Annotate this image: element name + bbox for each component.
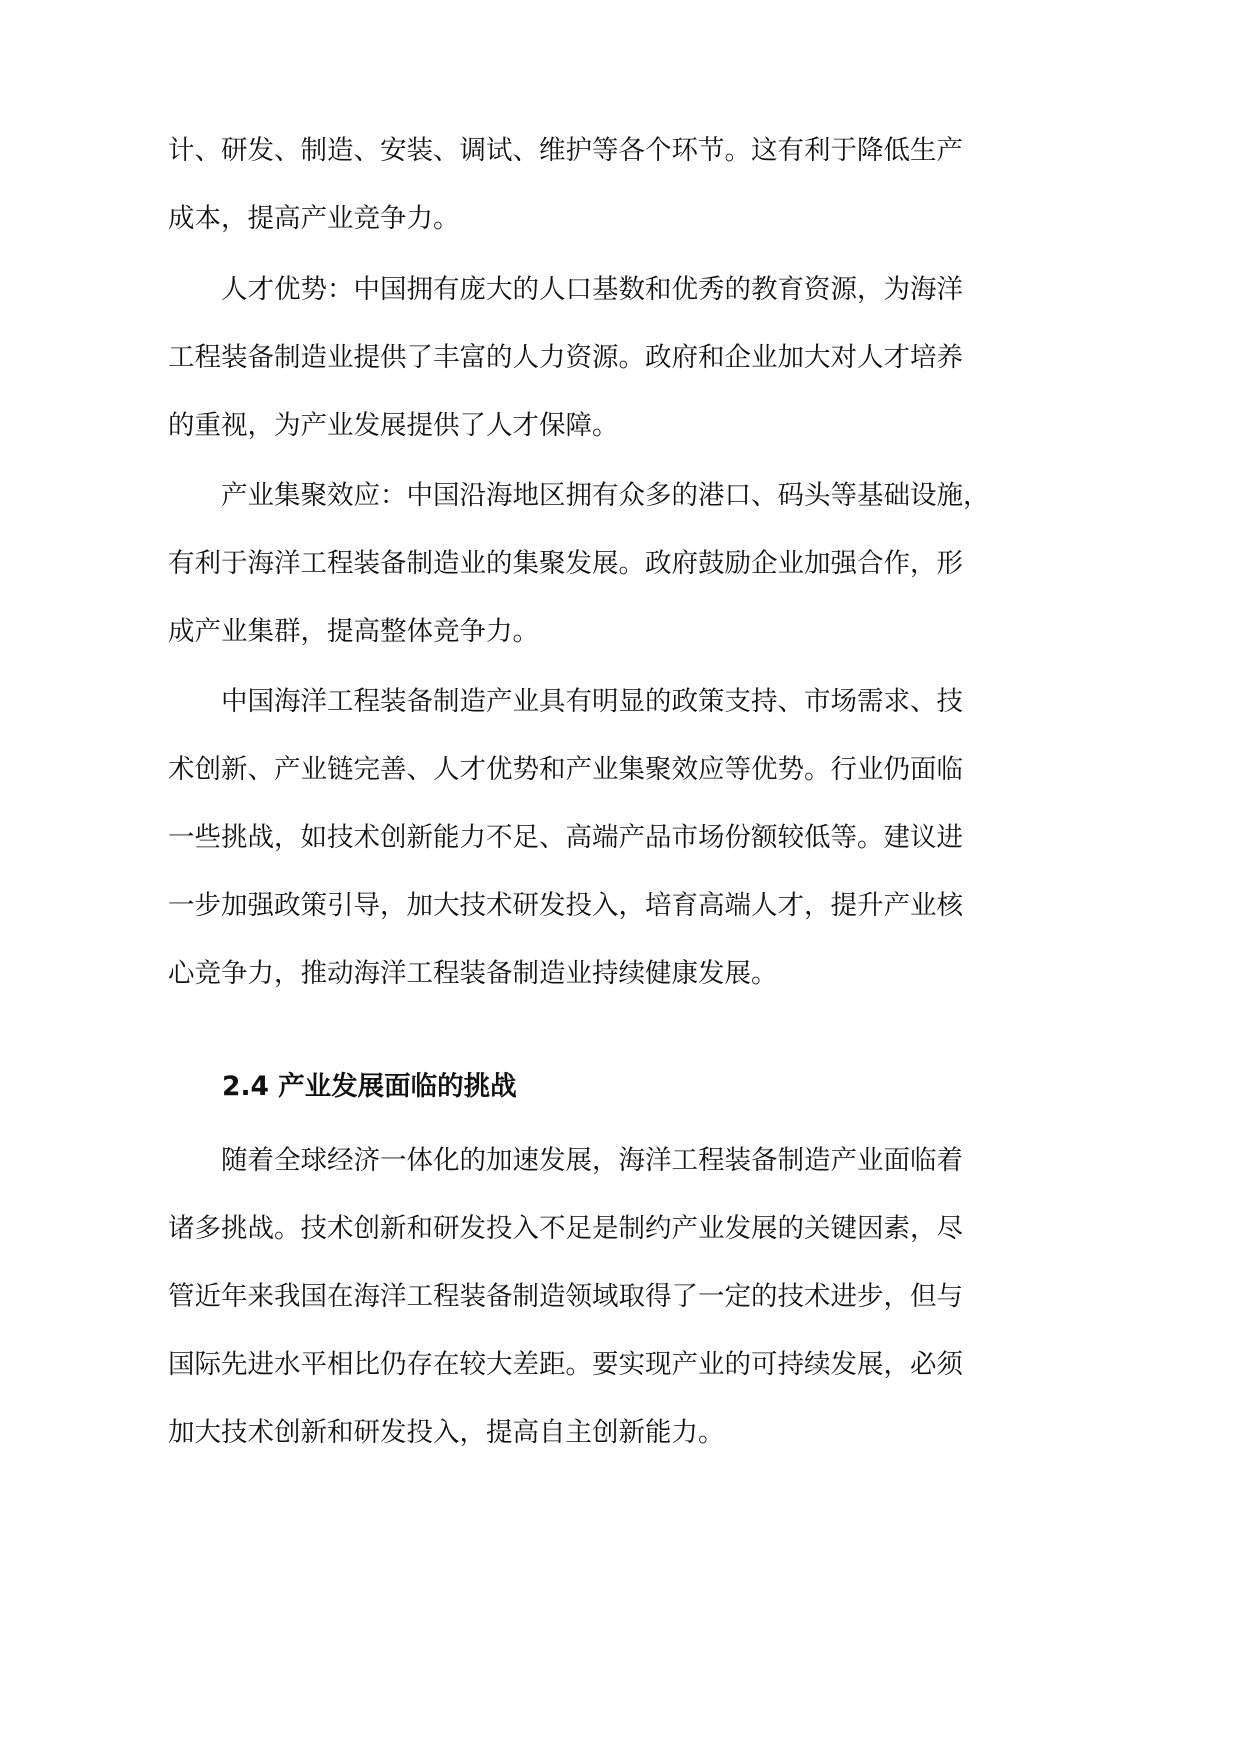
- paragraph-line: 诸多挑战。技术创新和研发投入不足是制约产业发展的关键因素，尽: [168, 1213, 963, 1244]
- paragraph-line: 成产业集群，提高整体竞争力。: [168, 616, 539, 647]
- paragraph-line: 心竞争力，推动海洋工程装备制造业持续健康发展。: [168, 958, 778, 989]
- paragraph-line: 一些挑战，如技术创新能力不足、高端产品市场份额较低等。建议进: [168, 822, 963, 853]
- paragraph-line: 一步加强政策引导，加大技术研发投入，培育高端人才，提升产业核: [168, 890, 963, 921]
- paragraph-line: 国际先进水平相比仍存在较大差距。要实现产业的可持续发展，必须: [168, 1349, 963, 1380]
- section-heading: 2.4 产业发展面临的挑战: [222, 1071, 517, 1102]
- paragraph-line: 加大技术创新和研发投入，提高自主创新能力。: [168, 1417, 725, 1448]
- paragraph-line: 人才优势：中国拥有庞大的人口基数和优秀的教育资源，为海洋: [168, 274, 963, 305]
- paragraph-line: 术创新、产业链完善、人才优势和产业集聚效应等优势。行业仍面临: [168, 754, 963, 785]
- paragraph-line: 中国海洋工程装备制造产业具有明显的政策支持、市场需求、技: [168, 686, 963, 717]
- paragraph-line: 产业集聚效应：中国沿海地区拥有众多的港口、码头等基础设施，: [168, 480, 990, 511]
- paragraph-line: 工程装备制造业提供了丰富的人力资源。政府和企业加大对人才培养: [168, 342, 963, 373]
- paragraph-line: 的重视，为产业发展提供了人才保障。: [168, 410, 619, 441]
- paragraph-line: 管近年来我国在海洋工程装备制造领域取得了一定的技术进步，但与: [168, 1281, 963, 1312]
- paragraph-line: 有利于海洋工程装备制造业的集聚发展。政府鼓励企业加强合作，形: [168, 548, 963, 579]
- paragraph-line: 计、研发、制造、安装、调试、维护等各个环节。这有利于降低生产: [168, 135, 963, 166]
- paragraph-line: 成本，提高产业竞争力。: [168, 203, 460, 234]
- paragraph-line: 随着全球经济一体化的加速发展，海洋工程装备制造产业面临着: [168, 1145, 963, 1176]
